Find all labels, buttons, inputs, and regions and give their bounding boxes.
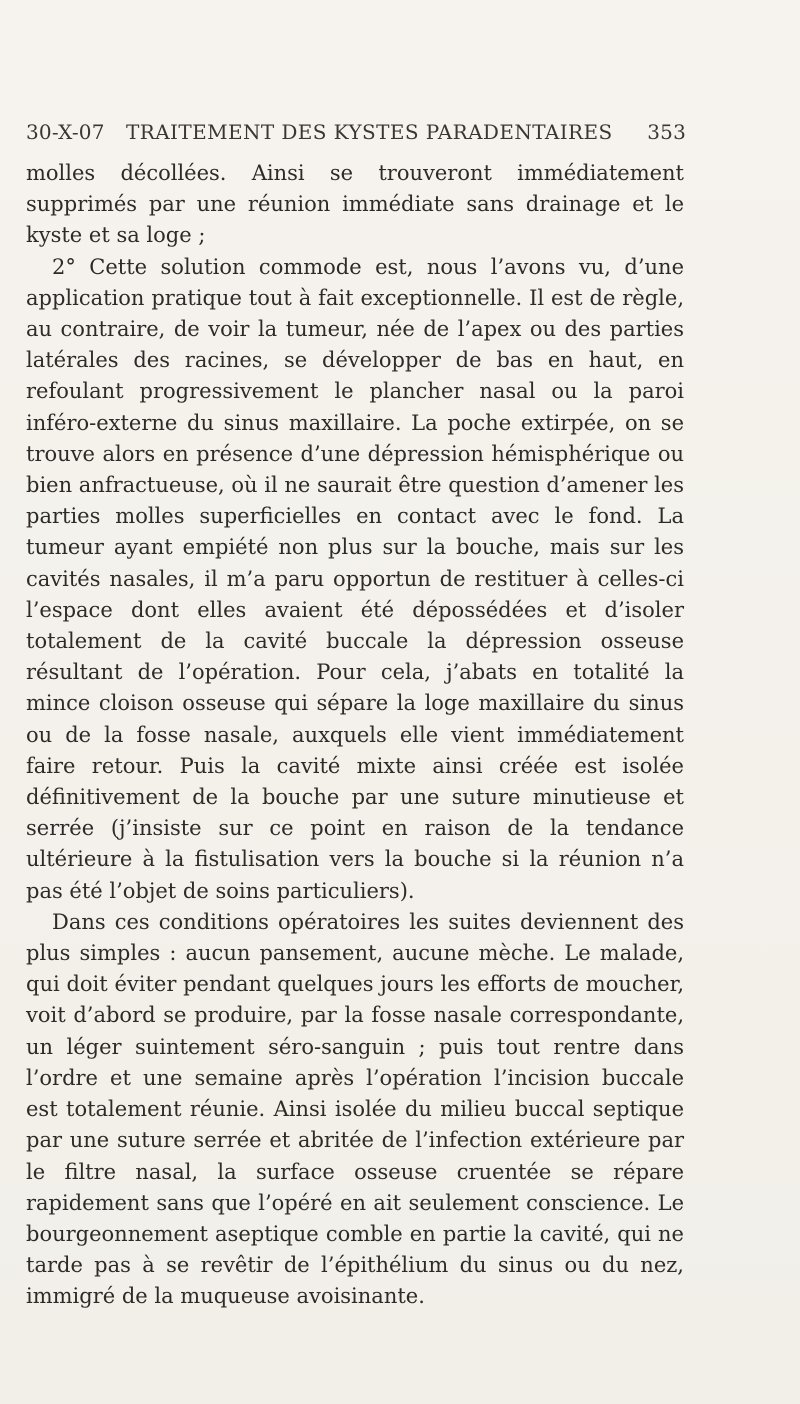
paragraph-2: 2° Cette solution commode est, nous l’avons vu, d’une application pratique tout à fait exceptionnelle. Il est de règle, au contraire, de voir la tumeur, née de l’apex ou des parties latérales des racines, se développer de bas en haut, en refoulant progressivement le plancher nasal ou la paroi inféro-externe du sinus maxillaire. La poche extirpée, on se trouve alors en présence d’une dépression hémisphérique ou bien anfractueuse, où il ne saurait être question d’amener les parties molles superficielles en contact avec le fond. La tumeur ayant empiété non plus sur la bouche, mais sur les cavités nasales, il m’a paru opportun de restituer à celles-ci l’espace dont elles avaient été dépossédées et d’isoler totalement de la cavité buccale la dépression osseuse résultant de l’opération. Pour cela, j’abats en totalité la mince cloison osseuse qui sépare la loge maxillaire du sinus ou de la fosse nasale, auxquels elle vient immédiatement faire retour. Puis la cavité mixte ainsi créée est isolée définitivement de la bouche par une suture minutieuse et serrée (j’insiste sur ce point en raison de la tendance ultérieure à la fistulisation vers la bouche si la réunion n’a pas été l’objet de soins particuliers). [26, 254, 684, 903]
paragraph-1: molles décollées. Ainsi se trouveront immédiatement supprimés par une réunion immédiate sans drainage et le kyste et sa loge ; [26, 161, 684, 248]
header-title: TRAITEMENT DES KYSTES PARADENTAIRES [126, 120, 613, 144]
paragraph-3: Dans ces conditions opératoires les suites deviennent des plus simples : aucun pansement, aucune mèche. Le malade, qui doit éviter pendant quelques jours les efforts de moucher, voit d’abord se produire, par la fosse nasale correspondante, un léger suintement séro-sanguin ; puis tout rentre dans l’ordre et une semaine après l’opération l’incision buccale est totalement réunie. Ainsi isolée du milieu buccal septique par une suture serrée et abritée de l’infection extérieure par le filtre nasal, la surface osseuse cruentée se répare rapidement sans que l’opéré en ait seulement conscience. Le bourgeonnement aseptique comble en partie la cavité, qui ne tarde pas à se revêtir de l’épithélium du sinus ou du nez, immigré de la muqueuse avoisinante. [26, 909, 684, 1309]
page-number: 353 [647, 120, 686, 144]
body-text [26, 158, 684, 1309]
header-date: 30-X-07 [26, 120, 105, 144]
running-header [26, 118, 686, 146]
